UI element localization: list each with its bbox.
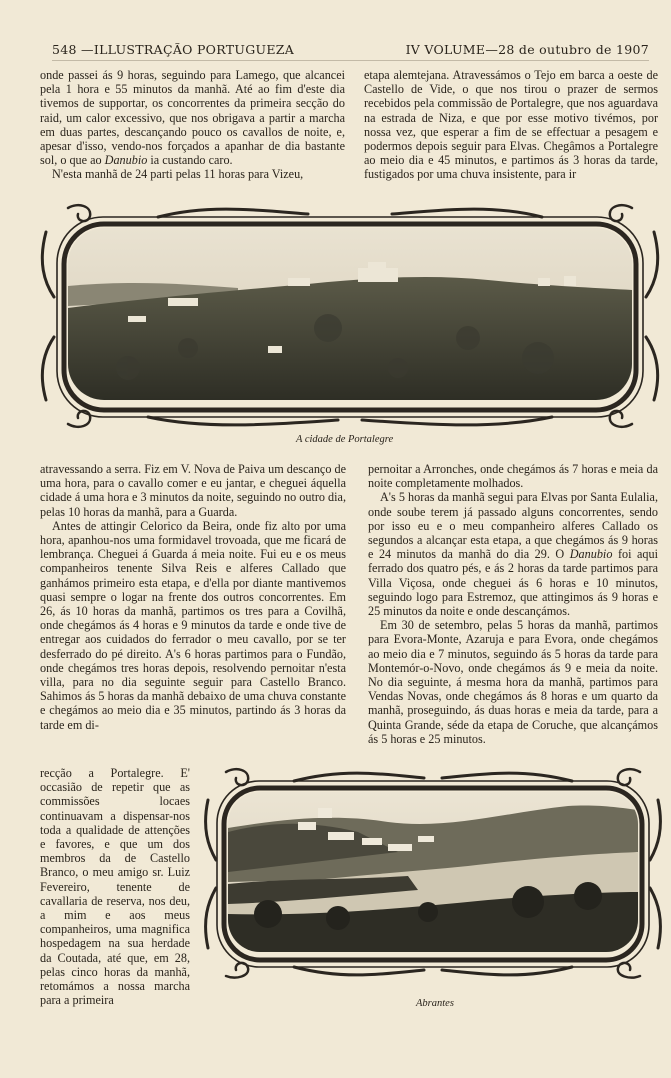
text-run: onde passei ás 9 horas, seguindo para Lamego, que alcancei pela 1 hora e 55 minutos da manhã. Até ao fim d'este dia tivemos de supportar, os concorrentes da primeira secção do raid, um calor excessivo, que nos obrigava a partir a marcha em duas partes, descançando pouco os cavallos de noite, e, apesar d'isso, vendo-nos forçados a apanhar de dia bastante sol, o que ao (40, 68, 345, 168)
header-rule (52, 60, 649, 61)
paragraph (368, 490, 658, 618)
paragraph: N'esta manhã de 24 parti pelas 11 horas para Vizeu, (52, 167, 304, 182)
figure-caption-abrantes: Abrantes (416, 998, 454, 1009)
photo-abrantes-image (228, 792, 638, 952)
text-column-top-left (40, 68, 345, 182)
running-header-volume-date: IV VOLUME—28 de outubro de 1907 (405, 42, 649, 57)
text-column-mid-right (368, 462, 658, 746)
paragraph: pernoitar a Arronches, onde chegámos ás 7 horas e meia da noite completamente molhados. (368, 462, 658, 491)
text-run: ia custando caro. (150, 153, 233, 168)
paragraph: Em 30 de setembro, pelas 5 horas da manhã, partimos para Evora-Monte, Azaruja e para Evora, onde chegámos ao meio dia e 7 minutos, seguindo ás 5 horas da tarde para Montemór-o-Novo, onde chegámos ás 9 e meia da noite. No dia seguinte, á mesma hora da manhã, partimos para Vendas Novas, onde chegámos ás 8 horas e um quarto da manhã, proseguindo, ás duas horas e meia da tarde, para a Quinta Grande, séde da etapa de Coruche, que alcançámos ás 5 horas e 25 minutos. (368, 618, 658, 746)
paragraph: etapa alemtejana. Atravessámos o Tejo em barca a oeste de Castello de Vide, o que nos tirou o prazer de sermos recebidos pela commissão de Portalegre, que nos aguardava na estrada de Niza, e que por esse motivo tivémos, por nossa vez, que esperar a fim de se effectuar a pesagem e podermos depois seguir para Elvas. Chegâmos a Portalegre ao meio dia e 45 minutos, e partimos ás 3 horas da tarde, fustigados por uma chuva insistente, para ir (364, 68, 658, 182)
paragraph (40, 68, 345, 167)
boat-name: Danubio (569, 547, 613, 562)
text-run: foi aqui ferrado dos quatro pés, e ás 2 horas da tarde partimos para Villa Viçosa, onde cheguei ás 6 horas e 10 minutos, seguindo logo para Estremoz, que attingimos ás 9 horas e 25 minutos da noite e onde descançámos. (368, 547, 658, 619)
text-column-top-right (364, 68, 658, 182)
paragraph: atravessando a serra. Fiz em V. Nova de Paiva um descanço de uma hora, para o cavallo comer e eu jantar, e cheguei áquella cidade á uma hora e 3 minutos da noite, seguindo no outro dia, pelas 10 horas da manhã, para a Guarda. (40, 462, 346, 519)
text-column-narrow-left (40, 766, 190, 1007)
paragraph: recção a Portalegre. E' occasião de repetir que as commissões locaes continuavam a dispensar-nos toda a qualidade de attenções e favores, e que um dos membros da de Castello Branco, o meu amigo sr. Luiz Fevereiro, tenente de cavallaria de reserva, nos deu, a mim e aos meus companheiros, uma magnifica hospedagem na sua herdade da Coutada, até que, em 28, pelas cinco horas da manhã, retomámos a nossa marcha para a primeira (40, 766, 190, 1008)
figure-caption-portalegre: A cidade de Portalegre (296, 434, 394, 445)
photo-abrantes (228, 792, 638, 952)
photo-portalegre (68, 228, 632, 400)
boat-name: Danubio (104, 153, 148, 168)
photo-portalegre-image (68, 228, 632, 400)
running-header-title: 548 —ILLUSTRAÇÃO PORTUGUEZA (52, 42, 295, 57)
text-run: A's 5 horas da manhã segui para Elvas por Santa Eulalia, onde soube terem já passado alguns concorrentes, sendo por isso eu e o meu companheiro alferes Callado os segundos a alcançar esta etapa, a que chegámos ás 9 horas e 24 minutos da manhã do dia 29. O (368, 490, 658, 562)
paragraph: Antes de attingir Celorico da Beira, onde fiz alto por uma hora, apanhou-nos uma formidavel trovoada, que me ficará de lembrança. Cheguei á Guarda á meia noite. Fui eu e os meus companheiros tenente Silva Reis e alferes Callado que ganhámos primeiro esta etapa, e d'ella por diante mantivemos quasi sempre o logar na frente dos outros concorrentes. Em 26, ás 10 horas da manhã, partimos os tres para a Covilhã, onde chegámos ás 4 horas e 9 minutos da tarde e onde tive de entregar aos cuidados do ferrador o meu cavallo, por se ter desferrado do pé direito. A's 6 horas partimos para o Fundão, onde chegámos tres horas depois, resolvendo pernoitar n'esta villa, para no dia seguinte seguir para Castello Branco. Sahimos ás 5 horas da manhã debaixo de uma chuva constante e chegámos ao meio dia e 35 minutos, partindo ás 3 horas da tarde em di- (40, 518, 346, 732)
text-column-mid-left (40, 462, 346, 732)
